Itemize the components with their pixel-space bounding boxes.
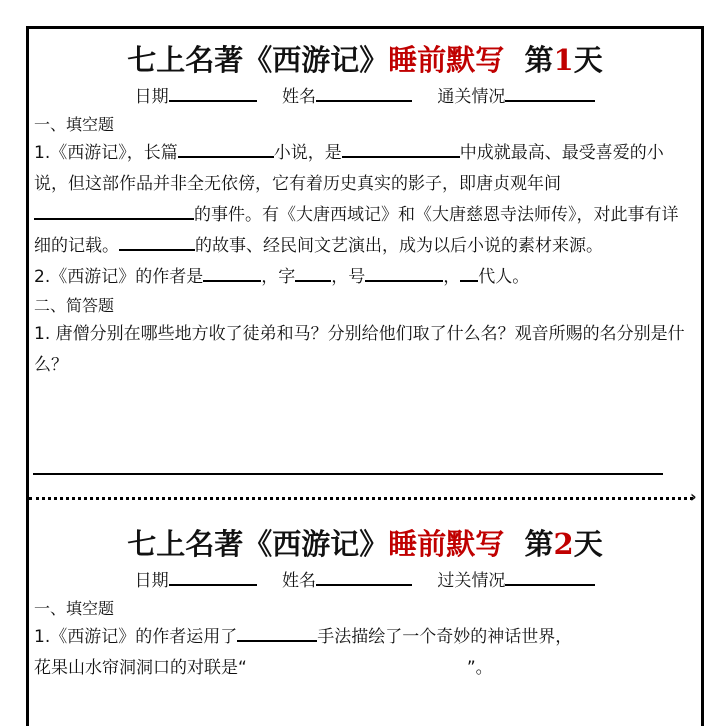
date-blank[interactable] [169,570,257,586]
date-field[interactable] [135,566,257,596]
name-blank[interactable] [316,570,412,586]
q1-text: 中成就最高、最受喜爱的小说，但这部作品并非全无依傍，它有着历史真实的影子，即唐贞观年间 [34,143,664,194]
q1-text: 的事件。有《大唐西域记》和《大唐慈恩寺法师传》，对此事有详细的记载。 [34,205,679,256]
title-book-name: 七上名著《西游记》 [127,527,389,561]
q1-blank-2[interactable] [342,142,460,158]
q1-text: 手法描绘了一个奇妙的神话世界， [317,627,573,647]
short-question-1: 1. 唐僧分别在哪些地方收了徒弟和马？分别给他们取了什么名？观音所赐的名分别是什么？ [34,324,685,375]
status-blank[interactable] [505,570,595,586]
day2-title [29,522,701,566]
date-label: 日期 [134,87,169,107]
section-heading-fill-blank: 一、填空题 [34,115,115,134]
name-field[interactable] [282,82,412,112]
title-red-text: 睡前默写 [388,43,505,77]
q2-text: ，字 [261,267,296,287]
name-field[interactable] [282,566,412,596]
q2-blank-zi[interactable] [295,266,331,282]
title-day-suffix: 天 [573,43,603,77]
status-field[interactable] [437,566,595,596]
q1-text: 的故事、经民间文艺演出，成为以后小说的素材来源。 [195,236,603,256]
q1-text: 1.《西游记》，长篇 [34,143,178,163]
title-day-suffix: 天 [573,527,603,561]
status-blank[interactable] [505,86,595,102]
title-red-text: 睡前默写 [388,527,505,561]
question-1 [29,622,701,684]
q1-blank-3[interactable] [34,204,194,220]
q2-blank-hao[interactable] [365,266,443,282]
status-field[interactable] [437,82,595,112]
answer-line[interactable] [33,473,663,475]
q1-text: 1.《西游记》的作者运用了 [34,627,238,647]
q2-blank-author[interactable] [203,266,261,282]
q2-text: ， [443,267,461,287]
section-heading-fill-blank: 一、填空题 [34,599,115,618]
day1-section [29,38,701,381]
date-label: 日期 [134,571,169,591]
title-day-number: 2 [553,527,574,561]
q2-text: 2.《西游记》的作者是 [34,267,204,287]
q2-blank-dynasty[interactable] [460,266,478,282]
date-field[interactable] [135,82,257,112]
name-label: 姓名 [282,571,316,591]
title-day-prefix: 第 [524,527,554,561]
q1-blank-1[interactable] [178,142,274,158]
cut-line-divider [29,497,693,500]
name-label: 姓名 [282,87,316,107]
day2-meta-fields [29,566,701,596]
q1-text: 小说，是 [273,143,342,163]
question-1 [29,138,701,262]
q2-text: 代人。 [478,267,530,287]
q1-blank-4[interactable] [119,235,195,251]
title-day-number: 1 [553,43,574,77]
name-blank[interactable] [316,86,412,102]
q1-text: 花果山水帘洞洞口的对联是“ [34,658,247,678]
q1-blank-1[interactable] [237,626,317,642]
status-label: 过关情况 [437,571,506,591]
q1-text: ”。 [466,658,493,678]
status-label: 通关情况 [437,87,506,107]
arrow-right-icon: › [690,487,697,506]
title-book-name: 七上名著《西游记》 [127,43,389,77]
q2-text: ，号 [331,267,366,287]
day1-meta-fields [29,82,701,112]
question-2 [29,262,701,293]
section-heading-short-answer: 二、简答题 [34,296,115,315]
day2-section [29,522,701,684]
day1-title [29,38,701,82]
title-day-prefix: 第 [524,43,554,77]
date-blank[interactable] [169,86,257,102]
